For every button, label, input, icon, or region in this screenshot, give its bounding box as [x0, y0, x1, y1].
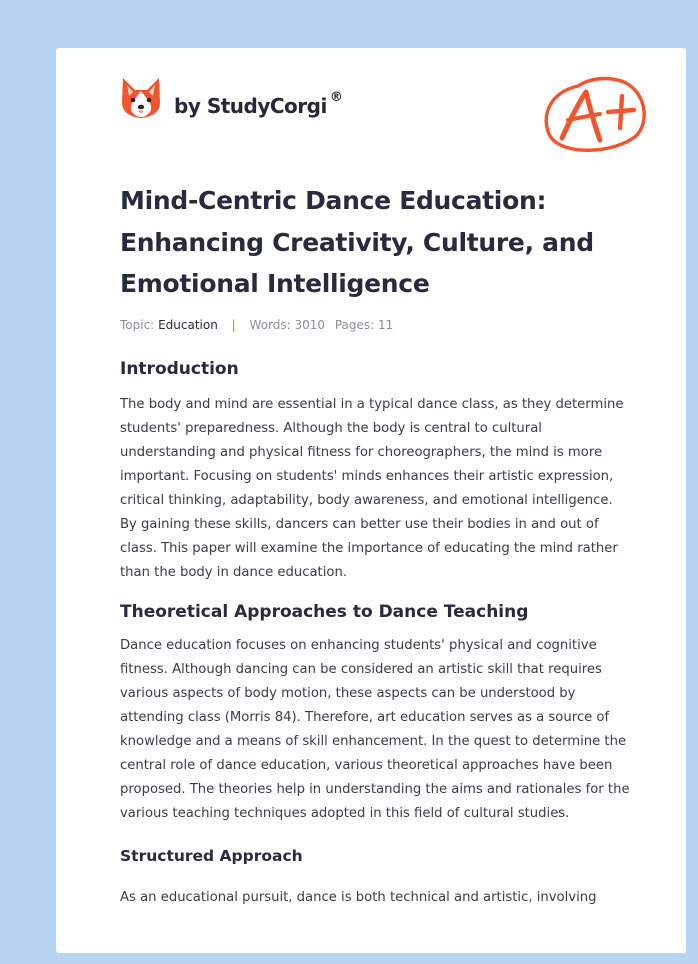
- section-heading-structured-approach: Structured Approach: [120, 846, 303, 865]
- essay-content: [120, 180, 630, 910]
- essay-meta: [120, 318, 630, 332]
- topic-label: Topic:: [120, 317, 155, 332]
- section-heading-theoretical-approaches: Theoretical Approaches to Dance Teaching: [120, 601, 529, 622]
- meta-separator: |: [231, 317, 236, 332]
- section-heading-introduction: Introduction: [120, 358, 239, 379]
- brand-name[interactable]: by StudyCorgi ®: [174, 90, 343, 118]
- words-value: 3010: [294, 317, 326, 332]
- grade-a-plus-icon: [538, 74, 650, 156]
- topic-link[interactable]: Education: [158, 317, 218, 332]
- pages-value: 11: [378, 317, 394, 332]
- section-paragraph-theoretical-approaches: Dance education focuses on enhancing students' physical and cognitive fitness. Although dancing can be considered an artistic skill that requires various aspects of body motion, these aspects can be understood by attending class (Morris 84). Therefore, art education serves as a source of knowledge and a means of skill enhancement. In the quest to determine the central role of dance education, various theoretical approaches have been proposed. The theories help in understanding the aims and rationales for the various teaching techniques adopted in this field of cultural studies.: [120, 637, 630, 821]
- trademark-symbol: ®: [329, 90, 343, 106]
- words-label: Words:: [249, 317, 291, 332]
- header: [120, 74, 660, 164]
- essay-title: Mind-Centric Dance Education: Enhancing Creativity, Culture, and Emotional Intelligence: [120, 186, 594, 298]
- section-paragraph-structured-approach: As an educational pursuit, dance is both technical and artistic, involving: [120, 889, 597, 905]
- corgi-logo-icon[interactable]: [120, 76, 162, 120]
- pages-label: Pages:: [334, 317, 375, 332]
- section-paragraph-introduction: The body and mind are essential in a typical dance class, as they determine students' preparedness. Although the body is central to cultural understanding and physical fitness for choreographers, the mind is more important. Focusing on students' minds enhances their artistic expression, critical thinking, adaptability, body awareness, and emotional intelligence. By gaining these skills, dancers can better use their bodies in and out of class. This paper will examine the importance of educating the mind rather than the body in dance education.: [120, 396, 624, 580]
- essay-page: [56, 48, 686, 953]
